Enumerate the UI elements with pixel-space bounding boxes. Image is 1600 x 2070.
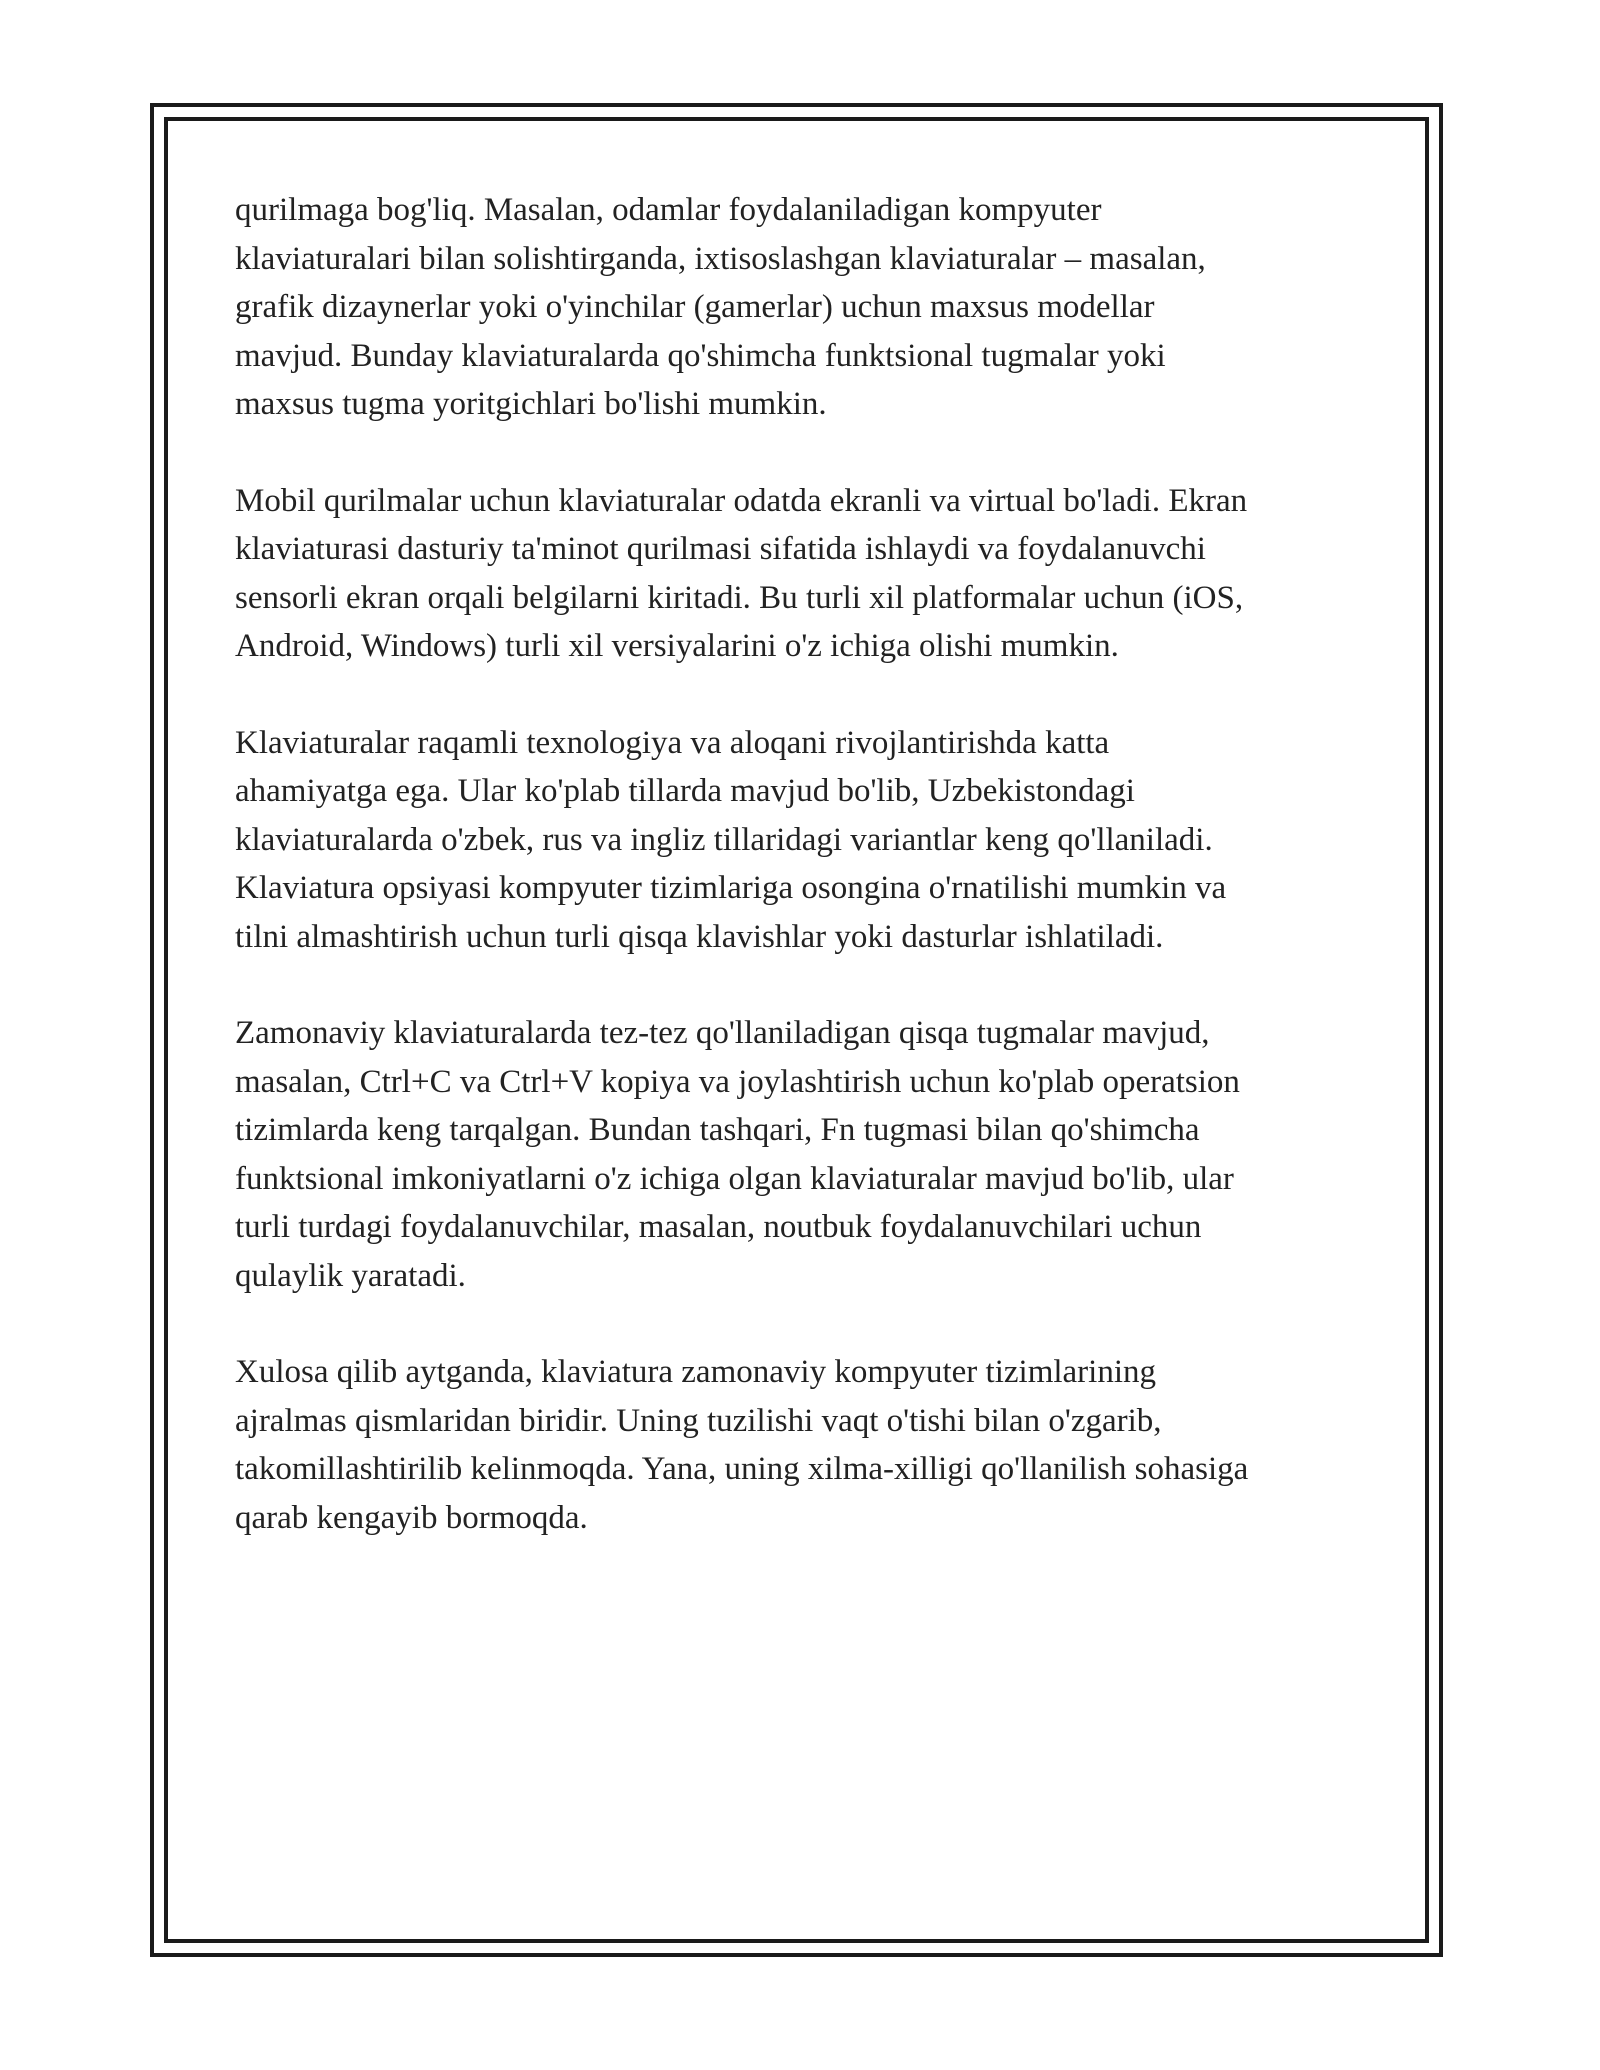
text-line: qulaylik yaratadi.: [235, 1257, 466, 1294]
text-line: Zamonaviy klaviaturalarda tez-tez qo'llaniladigan qisqa tugmalar mavjud,: [235, 1015, 1210, 1051]
text-line: Mobil qurilmalar uchun klaviaturalar odatda ekranli va virtual bo'ladi. Ekran: [235, 482, 1248, 519]
paragraph-4: [235, 1009, 1395, 1300]
text-line: qurilmaga bog'liq. Masalan, odamlar foydalaniladigan kompyuter: [235, 192, 1102, 228]
text-line: klaviaturalari bilan solishtirganda, ixtisoslashgan klaviaturalar – masalan,: [235, 240, 1206, 277]
text-line: sensorli ekran orqali belgilarni kiritadi. Bu turli xil platformalar uchun (iOS,: [235, 579, 1244, 616]
text-line: ajralmas qismlaridan biridir. Uning tuzilishi vaqt o'tishi bilan o'zgarib,: [235, 1402, 1162, 1439]
text-line: maxsus tugma yoritgichlari bo'lishi mumkin.: [235, 386, 827, 422]
text-line: masalan, Ctrl+C va Ctrl+V kopiya va joylashtirish uchun ko'plab operatsion: [235, 1063, 1240, 1100]
text-line: mavjud. Bunday klaviaturalarda qo'shimcha funktsional tugmalar yoki: [235, 337, 1166, 374]
document-body: [235, 186, 1395, 1590]
text-line: Klaviatura opsiyasi kompyuter tizimlariga osongina o'rnatilishi mumkin va: [235, 870, 1227, 906]
text-line: qarab kengayib bormoqda.: [235, 1499, 588, 1536]
text-line: turli turdagi foydalanuvchilar, masalan, noutbuk foydalanuvchilari uchun: [235, 1209, 1202, 1245]
text-line: klaviaturalarda o'zbek, rus va ingliz tillaridagi variantlar keng qo'llaniladi.: [235, 821, 1213, 858]
text-line: ahamiyatga ega. Ular ko'plab tillarda mavjud bo'lib, Uzbekistondagi: [235, 773, 1135, 809]
paragraph-1: [235, 186, 1395, 429]
text-line: Android, Windows) turli xil versiyalarini o'z ichiga olishi mumkin.: [235, 628, 1119, 664]
text-line: tilni almashtirish uchun turli qisqa klavishlar yoki dasturlar ishlatiladi.: [235, 918, 1164, 955]
text-line: Xulosa qilib aytganda, klaviatura zamonaviy kompyuter tizimlarining: [235, 1354, 1157, 1390]
text-line: takomillashtirilib kelinmoqda. Yana, uning xilma-xilligi qo'llanilish sohasiga: [235, 1451, 1249, 1487]
text-line: funktsional imkoniyatlarni o'z ichiga olgan klaviaturalar mavjud bo'lib, ular: [235, 1160, 1234, 1197]
text-line: Klaviaturalar raqamli texnologiya va aloqani rivojlantirishda katta: [235, 724, 1110, 761]
paragraph-2: [235, 477, 1395, 671]
text-line: tizimlarda keng tarqalgan. Bundan tashqari, Fn tugmasi bilan qo'shimcha: [235, 1112, 1200, 1148]
text-line: grafik dizaynerlar yoki o'yinchilar (gamerlar) uchun maxsus modellar: [235, 289, 1155, 325]
text-line: klaviaturasi dasturiy ta'minot qurilmasi sifatida ishlaydi va foydalanuvchi: [235, 531, 1206, 567]
paragraph-5: [235, 1348, 1395, 1542]
paragraph-3: [235, 719, 1395, 962]
